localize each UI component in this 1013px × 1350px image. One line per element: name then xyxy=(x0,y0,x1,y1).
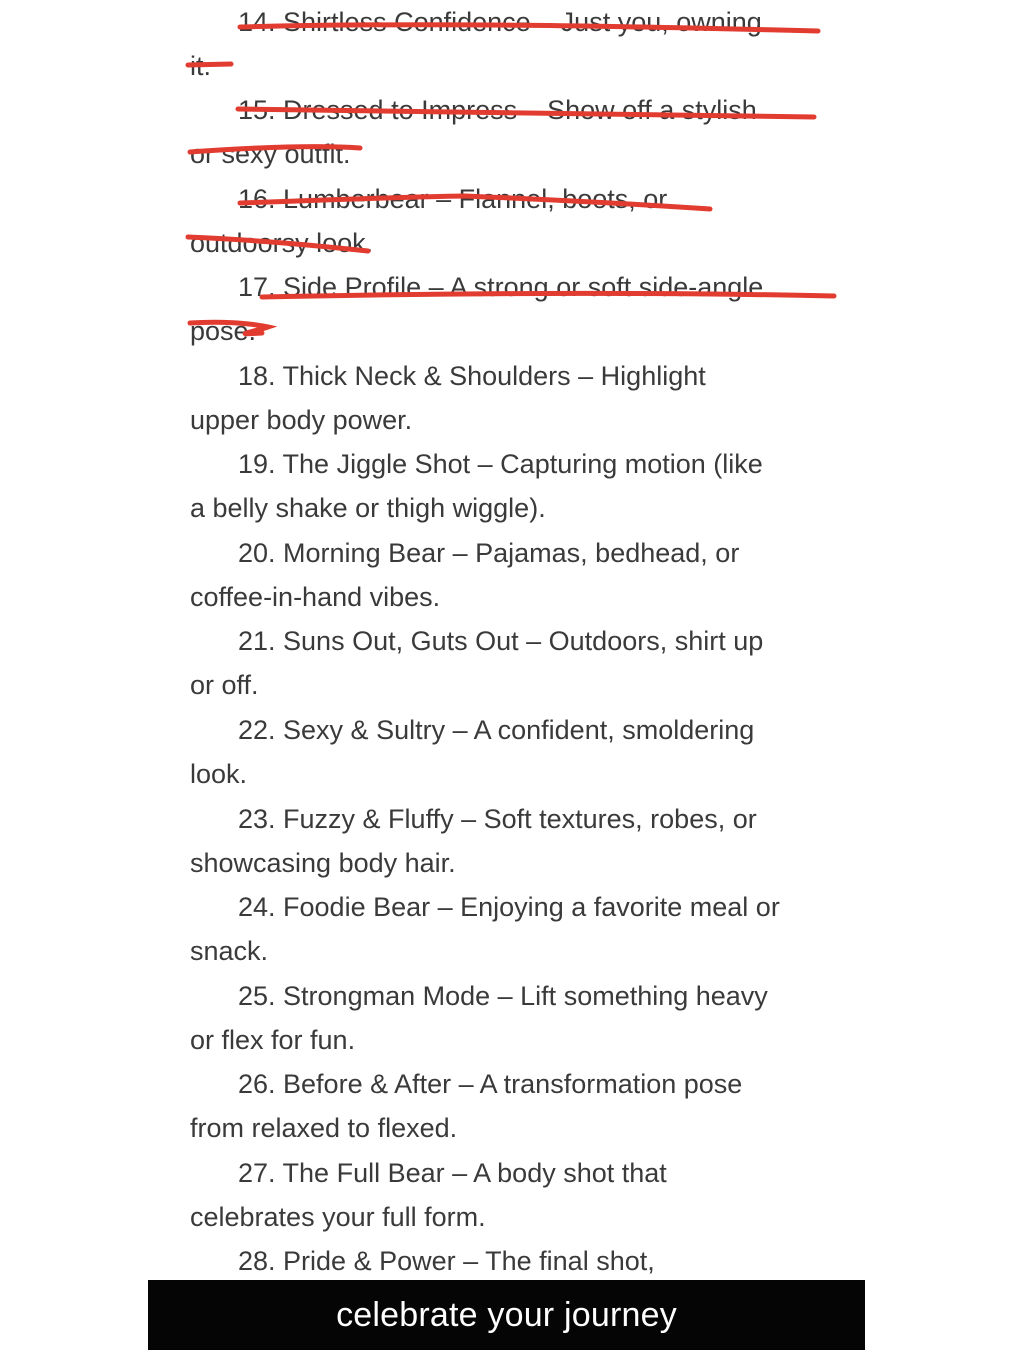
list-item-line1: 23. Fuzzy & Fluffy – Soft textures, robes, or xyxy=(238,804,757,834)
list-item-line2: it. xyxy=(190,51,212,81)
caption-bar xyxy=(148,1280,865,1350)
list-item-line1: 22. Sexy & Sultry – A confident, smoldering xyxy=(238,715,755,745)
list-item-line2: celebrates your full form. xyxy=(190,1202,486,1232)
list-item-line1: 25. Strongman Mode – Lift something heavy xyxy=(238,981,768,1011)
caption-text: celebrate your journey xyxy=(336,1295,677,1334)
list-item-line1: 17. Side Profile – A strong or soft side-angle xyxy=(238,272,764,302)
list-item-line1: 27. The Full Bear – A body shot that xyxy=(238,1158,667,1188)
list-item-line1: 16. Lumberbear – Flannel, boots, or xyxy=(238,184,668,214)
list-item-line1: 26. Before & After – A transformation pose xyxy=(238,1069,743,1099)
list-item-line2: snack. xyxy=(190,936,269,966)
list-item-line2: coffee-in-hand vibes. xyxy=(190,582,441,612)
list-item-line2: or sexy outfit. xyxy=(190,139,351,169)
list-item-line1: 24. Foodie Bear – Enjoying a favorite meal or xyxy=(238,892,780,922)
list-item-line2: pose. xyxy=(190,316,257,346)
list-item-line2: or off. xyxy=(190,670,259,700)
list-item-line2: outdoorsy look. xyxy=(190,228,374,258)
list-item-line1: 18. Thick Neck & Shoulders – Highlight xyxy=(238,361,706,391)
list-item-line1: 19. The Jiggle Shot – Capturing motion (like xyxy=(238,449,763,479)
list-item-line1: 28. Pride & Power – The final shot, xyxy=(238,1246,655,1276)
list-item-line1: 14. Shirtless Confidence – Just you, owning xyxy=(238,7,762,37)
list-item-line2: look. xyxy=(190,759,248,789)
list-item-line2: or flex for fun. xyxy=(190,1025,356,1055)
list-item-line2: showcasing body hair. xyxy=(190,848,456,878)
list-item-line2: from relaxed to flexed. xyxy=(190,1113,458,1143)
list-item-line2: upper body power. xyxy=(190,405,413,435)
list-item-line1: 21. Suns Out, Guts Out – Outdoors, shirt up xyxy=(238,626,764,656)
list-item-line1: 20. Morning Bear – Pajamas, bedhead, or xyxy=(238,538,740,568)
list-item-line2: a belly shake or thigh wiggle). xyxy=(190,493,546,523)
list-item-line1: 15. Dressed to Impress – Show off a stylish xyxy=(238,95,757,125)
